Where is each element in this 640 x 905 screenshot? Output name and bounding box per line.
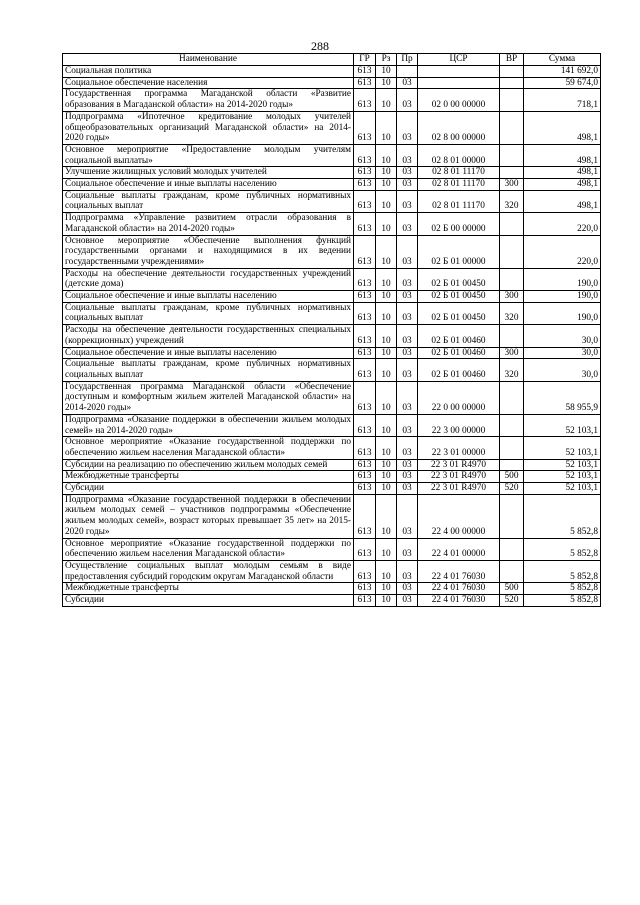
cell-gr: 613 bbox=[354, 77, 376, 89]
cell-name: Основное мероприятие «Оказание государственной поддержки по обеспечению жильем населения Магаданской области» bbox=[63, 437, 354, 459]
cell-csr: 02 8 01 11170 bbox=[418, 167, 500, 179]
cell-rz: 10 bbox=[376, 77, 397, 89]
cell-gr: 613 bbox=[354, 144, 376, 166]
budget-table bbox=[62, 53, 601, 607]
cell-sum: 52 103,1 bbox=[524, 414, 601, 436]
cell-vr bbox=[500, 77, 524, 89]
cell-vr bbox=[500, 381, 524, 414]
cell-csr bbox=[418, 66, 500, 78]
table-row bbox=[63, 302, 601, 324]
cell-gr: 613 bbox=[354, 66, 376, 78]
cell-rz: 10 bbox=[376, 471, 397, 483]
table-row bbox=[63, 471, 601, 483]
cell-rz: 10 bbox=[376, 359, 397, 381]
cell-rz: 10 bbox=[376, 483, 397, 495]
cell-sum: 220,0 bbox=[524, 235, 601, 268]
cell-csr: 22 4 00 00000 bbox=[418, 494, 500, 538]
cell-vr bbox=[500, 494, 524, 538]
table-row bbox=[63, 583, 601, 595]
cell-pr: 03 bbox=[397, 291, 418, 303]
cell-name: Субсидии bbox=[63, 483, 354, 495]
table-row bbox=[63, 268, 601, 290]
cell-sum: 718,1 bbox=[524, 89, 601, 111]
cell-rz: 10 bbox=[376, 347, 397, 359]
cell-csr: 02 Б 01 00460 bbox=[418, 359, 500, 381]
cell-csr: 22 4 01 00000 bbox=[418, 538, 500, 560]
cell-csr: 22 3 00 00000 bbox=[418, 414, 500, 436]
cell-vr: 500 bbox=[500, 583, 524, 595]
column-header-gr: ГР bbox=[354, 54, 376, 66]
cell-pr: 03 bbox=[397, 268, 418, 290]
cell-vr bbox=[500, 167, 524, 179]
cell-rz: 10 bbox=[376, 583, 397, 595]
cell-pr: 03 bbox=[397, 111, 418, 144]
cell-vr bbox=[500, 414, 524, 436]
cell-rz: 10 bbox=[376, 560, 397, 582]
cell-vr: 300 bbox=[500, 347, 524, 359]
table-row bbox=[63, 494, 601, 538]
cell-vr: 300 bbox=[500, 179, 524, 191]
cell-gr: 613 bbox=[354, 111, 376, 144]
cell-gr: 613 bbox=[354, 302, 376, 324]
table-header-row bbox=[63, 54, 601, 66]
cell-rz: 10 bbox=[376, 167, 397, 179]
cell-sum: 5 852,8 bbox=[524, 595, 601, 607]
cell-csr: 02 8 01 00000 bbox=[418, 144, 500, 166]
cell-csr: 22 3 01 00000 bbox=[418, 437, 500, 459]
cell-vr bbox=[500, 235, 524, 268]
cell-name: Расходы на обеспечение деятельности государственных специальных (коррекционных) учреждений bbox=[63, 325, 354, 347]
cell-gr: 613 bbox=[354, 325, 376, 347]
table-row bbox=[63, 66, 601, 78]
cell-gr: 613 bbox=[354, 595, 376, 607]
table-row bbox=[63, 77, 601, 89]
cell-pr: 03 bbox=[397, 359, 418, 381]
cell-gr: 613 bbox=[354, 89, 376, 111]
cell-rz: 10 bbox=[376, 235, 397, 268]
cell-sum: 52 103,1 bbox=[524, 459, 601, 471]
column-header-rz: Рз bbox=[376, 54, 397, 66]
cell-rz: 10 bbox=[376, 213, 397, 235]
cell-vr: 500 bbox=[500, 471, 524, 483]
cell-name: Государственная программа Магаданской области «Обеспечение доступным и комфортным жильем жителей Магаданской области» на 2014-2020 годы» bbox=[63, 381, 354, 414]
cell-sum: 5 852,8 bbox=[524, 583, 601, 595]
cell-gr: 613 bbox=[354, 471, 376, 483]
table-row bbox=[63, 459, 601, 471]
cell-sum: 5 852,8 bbox=[524, 560, 601, 582]
table-row bbox=[63, 235, 601, 268]
cell-gr: 613 bbox=[354, 483, 376, 495]
cell-vr bbox=[500, 325, 524, 347]
cell-pr: 03 bbox=[397, 437, 418, 459]
column-header-sum: Сумма bbox=[524, 54, 601, 66]
cell-csr: 22 4 01 76030 bbox=[418, 595, 500, 607]
cell-csr: 22 0 00 00000 bbox=[418, 381, 500, 414]
cell-gr: 613 bbox=[354, 359, 376, 381]
table-row bbox=[63, 144, 601, 166]
cell-gr: 613 bbox=[354, 459, 376, 471]
cell-rz: 10 bbox=[376, 459, 397, 471]
cell-name: Социальное обеспечение населения bbox=[63, 77, 354, 89]
cell-pr: 03 bbox=[397, 235, 418, 268]
cell-sum: 52 103,1 bbox=[524, 471, 601, 483]
cell-name: Подпрограмма «Ипотечное кредитование молодых учителей общеобразовательных организаций Магаданской области» на 2014-2020 годы» bbox=[63, 111, 354, 144]
page-number: 288 bbox=[311, 39, 329, 53]
cell-name: Подпрограмма «Оказание государственной поддержки в обеспечении жильем молодых семей – участников подпрограммы «Обеспечение жильем молодых семей», возраст которых превышает 35 лет» на 2015-2020 годы» bbox=[63, 494, 354, 538]
cell-rz: 10 bbox=[376, 381, 397, 414]
cell-sum: 190,0 bbox=[524, 291, 601, 303]
cell-name: Социальное обеспечение и иные выплаты населению bbox=[63, 347, 354, 359]
cell-csr: 02 0 00 00000 bbox=[418, 89, 500, 111]
cell-csr: 02 Б 01 00460 bbox=[418, 325, 500, 347]
cell-gr: 613 bbox=[354, 560, 376, 582]
cell-csr: 22 3 01 R4970 bbox=[418, 459, 500, 471]
cell-csr: 02 Б 01 00450 bbox=[418, 268, 500, 290]
cell-name: Основное мероприятие «Предоставление молодым учителям социальной выплаты» bbox=[63, 144, 354, 166]
cell-name: Межбюджетные трансферты bbox=[63, 471, 354, 483]
column-header-name: Наименование bbox=[63, 54, 354, 66]
cell-sum: 498,1 bbox=[524, 111, 601, 144]
table-row bbox=[63, 167, 601, 179]
table-row bbox=[63, 347, 601, 359]
cell-vr bbox=[500, 213, 524, 235]
cell-csr: 22 4 01 76030 bbox=[418, 560, 500, 582]
cell-name: Подпрограмма «Оказание поддержки в обеспечении жильем молодых семей» на 2014-2020 годы» bbox=[63, 414, 354, 436]
cell-gr: 613 bbox=[354, 538, 376, 560]
cell-vr: 320 bbox=[500, 359, 524, 381]
table-row bbox=[63, 89, 601, 111]
cell-csr: 02 Б 01 00450 bbox=[418, 291, 500, 303]
cell-name: Социальная политика bbox=[63, 66, 354, 78]
cell-sum: 30,0 bbox=[524, 347, 601, 359]
cell-vr: 320 bbox=[500, 302, 524, 324]
cell-vr: 320 bbox=[500, 190, 524, 212]
table-row bbox=[63, 111, 601, 144]
cell-pr: 03 bbox=[397, 144, 418, 166]
cell-gr: 613 bbox=[354, 190, 376, 212]
cell-pr: 03 bbox=[397, 213, 418, 235]
table-row bbox=[63, 291, 601, 303]
cell-gr: 613 bbox=[354, 213, 376, 235]
column-header-csr: ЦСР bbox=[418, 54, 500, 66]
cell-gr: 613 bbox=[354, 381, 376, 414]
cell-name: Субсидии bbox=[63, 595, 354, 607]
table-row bbox=[63, 595, 601, 607]
cell-rz: 10 bbox=[376, 190, 397, 212]
cell-rz: 10 bbox=[376, 144, 397, 166]
cell-sum: 498,1 bbox=[524, 167, 601, 179]
cell-gr: 613 bbox=[354, 179, 376, 191]
table-row bbox=[63, 538, 601, 560]
cell-pr: 03 bbox=[397, 179, 418, 191]
cell-csr: 02 Б 01 00000 bbox=[418, 235, 500, 268]
cell-rz: 10 bbox=[376, 325, 397, 347]
cell-sum: 58 955,9 bbox=[524, 381, 601, 414]
cell-pr: 03 bbox=[397, 325, 418, 347]
cell-rz: 10 bbox=[376, 494, 397, 538]
cell-name: Социальные выплаты гражданам, кроме публичных нормативных социальных выплат bbox=[63, 359, 354, 381]
cell-name: Осуществление социальных выплат молодым семьям в виде предоставления субсидий городским округам Магаданской области bbox=[63, 560, 354, 582]
cell-csr: 02 8 00 00000 bbox=[418, 111, 500, 144]
cell-sum: 498,1 bbox=[524, 179, 601, 191]
cell-name: Улучшение жилищных условий молодых учителей bbox=[63, 167, 354, 179]
cell-sum: 498,1 bbox=[524, 144, 601, 166]
cell-name: Государственная программа Магаданской области «Развитие образования в Магаданской области» на 2014-2020 годы» bbox=[63, 89, 354, 111]
cell-csr: 02 Б 00 00000 bbox=[418, 213, 500, 235]
cell-vr bbox=[500, 268, 524, 290]
cell-pr: 03 bbox=[397, 483, 418, 495]
cell-sum: 52 103,1 bbox=[524, 437, 601, 459]
cell-gr: 613 bbox=[354, 437, 376, 459]
cell-name: Социальные выплаты гражданам, кроме публичных нормативных социальных выплат bbox=[63, 190, 354, 212]
cell-gr: 613 bbox=[354, 235, 376, 268]
cell-pr: 03 bbox=[397, 190, 418, 212]
cell-gr: 613 bbox=[354, 347, 376, 359]
cell-rz: 10 bbox=[376, 89, 397, 111]
cell-csr bbox=[418, 77, 500, 89]
cell-pr: 03 bbox=[397, 494, 418, 538]
cell-sum: 498,1 bbox=[524, 190, 601, 212]
table-row bbox=[63, 359, 601, 381]
cell-name: Субсидии на реализацию по обеспечению жильем молодых семей bbox=[63, 459, 354, 471]
cell-pr: 03 bbox=[397, 381, 418, 414]
cell-name: Социальные выплаты гражданам, кроме публичных нормативных социальных выплат bbox=[63, 302, 354, 324]
cell-name: Расходы на обеспечение деятельности государственных учреждений (детские дома) bbox=[63, 268, 354, 290]
cell-rz: 10 bbox=[376, 437, 397, 459]
column-header-pr: Пр bbox=[397, 54, 418, 66]
cell-csr: 22 3 01 R4970 bbox=[418, 483, 500, 495]
cell-pr: 03 bbox=[397, 595, 418, 607]
table-row bbox=[63, 381, 601, 414]
table-row bbox=[63, 437, 601, 459]
cell-rz: 10 bbox=[376, 111, 397, 144]
cell-rz: 10 bbox=[376, 538, 397, 560]
cell-csr: 02 Б 01 00460 bbox=[418, 347, 500, 359]
cell-pr: 03 bbox=[397, 560, 418, 582]
table-body bbox=[63, 66, 601, 607]
cell-vr bbox=[500, 538, 524, 560]
cell-sum: 5 852,8 bbox=[524, 538, 601, 560]
cell-vr bbox=[500, 560, 524, 582]
cell-csr: 22 4 01 76030 bbox=[418, 583, 500, 595]
cell-sum: 5 852,8 bbox=[524, 494, 601, 538]
cell-pr: 03 bbox=[397, 347, 418, 359]
cell-pr: 03 bbox=[397, 167, 418, 179]
cell-sum: 190,0 bbox=[524, 268, 601, 290]
cell-csr: 02 8 01 11170 bbox=[418, 190, 500, 212]
table-row bbox=[63, 190, 601, 212]
cell-rz: 10 bbox=[376, 66, 397, 78]
cell-name: Социальное обеспечение и иные выплаты населению bbox=[63, 179, 354, 191]
cell-vr bbox=[500, 111, 524, 144]
cell-rz: 10 bbox=[376, 268, 397, 290]
cell-sum: 190,0 bbox=[524, 302, 601, 324]
cell-name: Социальное обеспечение и иные выплаты населению bbox=[63, 291, 354, 303]
cell-pr: 03 bbox=[397, 89, 418, 111]
cell-pr: 03 bbox=[397, 77, 418, 89]
cell-csr: 22 3 01 R4970 bbox=[418, 471, 500, 483]
table-row bbox=[63, 483, 601, 495]
cell-gr: 613 bbox=[354, 414, 376, 436]
cell-rz: 10 bbox=[376, 179, 397, 191]
cell-gr: 613 bbox=[354, 583, 376, 595]
cell-name: Основное мероприятие «Оказание государственной поддержки по обеспечению жильем населения Магаданской области» bbox=[63, 538, 354, 560]
cell-pr: 03 bbox=[397, 459, 418, 471]
cell-rz: 10 bbox=[376, 595, 397, 607]
cell-sum: 141 692,0 bbox=[524, 66, 601, 78]
cell-pr: 03 bbox=[397, 538, 418, 560]
cell-csr: 02 8 01 11170 bbox=[418, 179, 500, 191]
cell-vr bbox=[500, 89, 524, 111]
cell-rz: 10 bbox=[376, 291, 397, 303]
cell-gr: 613 bbox=[354, 291, 376, 303]
cell-rz: 10 bbox=[376, 302, 397, 324]
cell-gr: 613 bbox=[354, 494, 376, 538]
cell-vr: 300 bbox=[500, 291, 524, 303]
cell-sum: 30,0 bbox=[524, 359, 601, 381]
cell-csr: 02 Б 01 00450 bbox=[418, 302, 500, 324]
table-row bbox=[63, 179, 601, 191]
cell-vr bbox=[500, 459, 524, 471]
cell-name: Межбюджетные трансферты bbox=[63, 583, 354, 595]
cell-pr: 03 bbox=[397, 302, 418, 324]
table-row bbox=[63, 414, 601, 436]
cell-vr bbox=[500, 437, 524, 459]
cell-vr: 520 bbox=[500, 483, 524, 495]
cell-name: Основное мероприятие «Обеспечение выполнения функций государственными органами и находящимися в их ведении государственными учреждениями» bbox=[63, 235, 354, 268]
cell-sum: 59 674,0 bbox=[524, 77, 601, 89]
cell-rz: 10 bbox=[376, 414, 397, 436]
column-header-vr: ВР bbox=[500, 54, 524, 66]
cell-sum: 52 103,1 bbox=[524, 483, 601, 495]
table-row bbox=[63, 325, 601, 347]
cell-pr: 03 bbox=[397, 471, 418, 483]
cell-pr bbox=[397, 66, 418, 78]
table-row bbox=[63, 560, 601, 582]
cell-pr: 03 bbox=[397, 414, 418, 436]
cell-gr: 613 bbox=[354, 167, 376, 179]
table-row bbox=[63, 213, 601, 235]
cell-vr bbox=[500, 66, 524, 78]
cell-sum: 220,0 bbox=[524, 213, 601, 235]
cell-vr: 520 bbox=[500, 595, 524, 607]
cell-name: Подпрограмма «Управление развитием отрасли образования в Магаданской области» на 2014-2020 годы» bbox=[63, 213, 354, 235]
cell-sum: 30,0 bbox=[524, 325, 601, 347]
cell-pr: 03 bbox=[397, 583, 418, 595]
cell-gr: 613 bbox=[354, 268, 376, 290]
cell-vr bbox=[500, 144, 524, 166]
